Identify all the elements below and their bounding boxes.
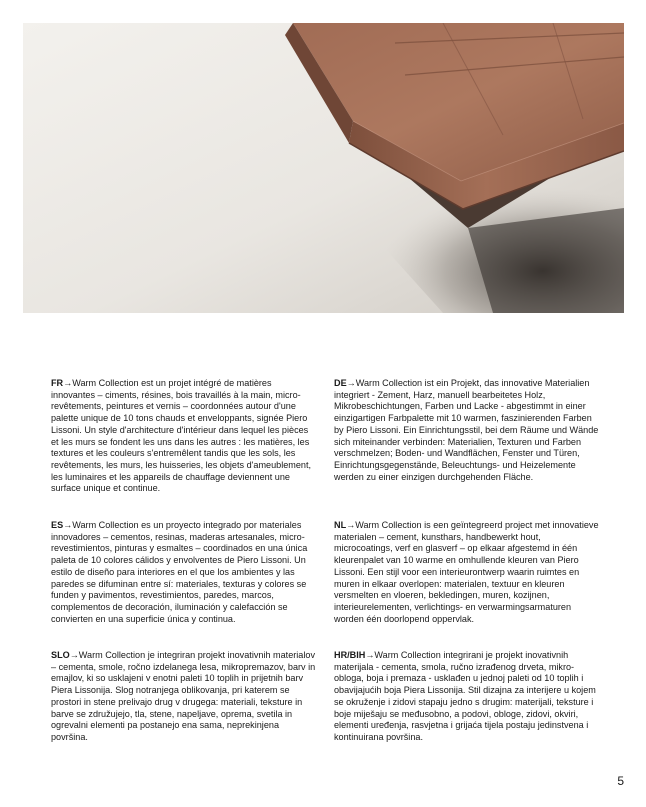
section-de-text: Warm Collection ist ein Projekt, das innovative Materialien integriert - Zement, Harz, manuell bearbeitetes Holz, Mikrobeschichtungen, Farben und Lacke - abgestimmt in einer einzigartigen Farbpalette mit 10 warmen, faszinierenden Farben by Piero Lissoni. Ein Einrichtungsstil, bei dem Räume und Wände sich miteinander verbinden: Materialien, Texturen und Farben verschmelzen; Boden- und Wandflächen, Fenster und Türen, Einrichtungsgegenstände, Beleuchtungs- und Heizelemente werden zu einer einzigen durchgehenden Fläche.	[334, 378, 599, 482]
section-slo-text: Warm Collection je integriran projekt inovativnih materialov – cementa, smole, ročno izdelanega lesa, mikropremazov, barv in emajlov, ki so usklajeni v enotni paleti 10 toplih in prijetnih barv Piera Lissonija. Slog notranjega oblikovanja, pri katerem se prostori in stene prelivajo drug v drugega: materiali, teksture in barve se združujejo, tla, stene, napeljave, oprema, svetila in ogrevalni elementi pa postanejo ena sama, neprekinjena površina.	[51, 650, 316, 742]
section-de	[334, 378, 599, 483]
page-number: 5	[617, 774, 624, 788]
arrow-icon: →	[63, 520, 73, 530]
section-hr-text: Warm Collection integrirani je projekt inovativnih materijala - cementa, smola, ručno izrađenog drveta, mikro-obloga, boja i premaza - usklađen u jednoj paleti od 10 toplih i obavijajućih boja Piera Lissonija. Stil dizajna za interijere u kojem se okruženje i zidovi stapaju jedno s drugim: materijali, teksture i boje miješaju se međusobno, a podovi, obloge, zidovi, okviri, elementi uređenja, rasvjetna i grijaća tijela postaju jedinstvena i kontinuirana površina.	[334, 650, 596, 742]
leather-bench-illustration	[23, 23, 624, 313]
arrow-icon: →	[346, 520, 356, 530]
language-code-slo: SLO	[51, 650, 70, 660]
section-es-text: Warm Collection es un proyecto integrado por materiales innovadores – cementos, resinas, maderas artesanales, micro-revestimientos, pinturas y esmaltes – coordinados en una única paleta de 10 colores cálidos y envolventes de Piero Lissoni. Un estilo de diseño para interiores en el que los ambientes y las paredes se difuminan entre sí: materiales, texturas y colores se funden y pavimentos, revestimientos, paredes, marcos, complementos de decoración, iluminación y calefacción se convierten en una superficie única y continua.	[51, 520, 308, 624]
section-es	[51, 520, 316, 625]
hero-photo-leather-bench	[23, 23, 624, 313]
language-code-hr-bih: HR/BIH	[334, 650, 366, 660]
language-code-fr: FR	[51, 378, 64, 388]
section-fr	[51, 378, 316, 495]
language-code-nl: NL	[334, 520, 347, 530]
language-code-de: DE	[334, 378, 347, 388]
section-slo	[51, 650, 316, 744]
language-code-es: ES	[51, 520, 64, 530]
section-nl	[334, 520, 599, 625]
arrow-icon: →	[63, 378, 73, 388]
section-nl-text: Warm Collection is een geïntegreerd project met innovatieve materialen – cement, kunsthars, handbewerkt hout, microcoatings, verf en glasverf – op elkaar afgestemd in één kleurenpalet van 10 warme en omhullende kleuren van Piero Lissoni. Een stijl voor een interieurontwerp waarin ruimtes en muren in elkaar overlopen: materialen, textuur en kleuren versmelten en vloeren, bekledingen, muren, kozijnen, interieurelementen, verlichtings- en verwarmingsarmaturen worden één doorlopend oppervlak.	[334, 520, 599, 624]
arrow-icon: →	[346, 378, 356, 388]
section-hr-bih	[334, 650, 599, 744]
arrow-icon: →	[365, 650, 375, 660]
arrow-icon: →	[69, 650, 79, 660]
section-fr-text: Warm Collection est un projet intégré de matières innovantes – ciments, résines, bois travaillés à la main, micro-revêtements, peintures et vernis – coordonnées autour d'une palette unique de 10 tons chauds et enveloppants, signée Piero Lissoni. Un style d'architecture d'intérieur dans lequel les pièces et les murs se fondent les uns dans les autres : les matières, les textures et les couleurs s'entremêlent tandis que les sols, les revêtements, les murs, les huisseries, les objets d'ameublement, les luminaires et les appareils de chauffage deviennent une surface unique et continue.	[51, 378, 312, 494]
